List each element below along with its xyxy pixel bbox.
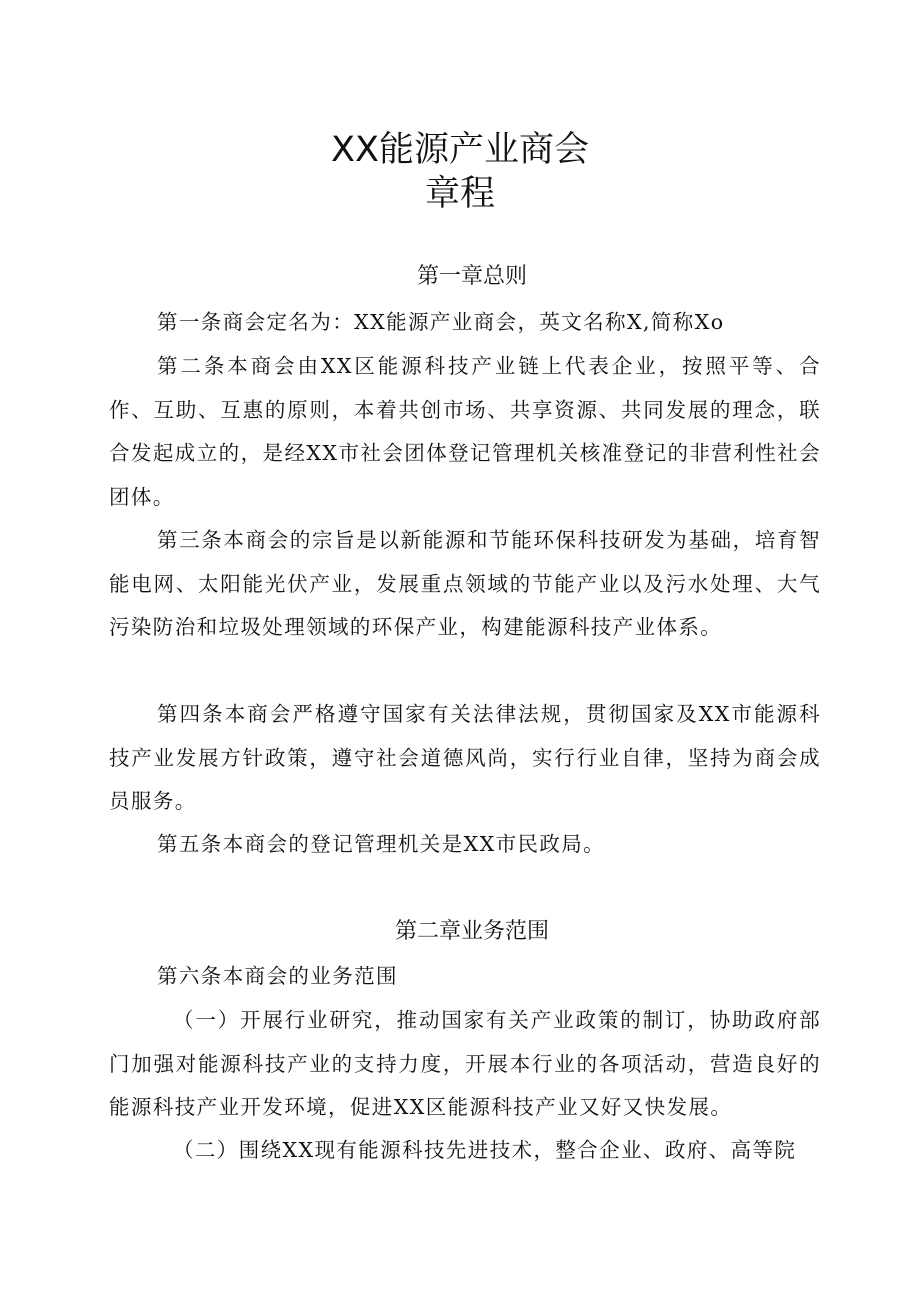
list-item-paragraph: （一）开展行业研究，推动国家有关产业政策的制订，协助政府部门加强对能源科技产业的支持力度，开展本行业的各项活动，营造良好的能源科技产业开发环境，促进XX区能源科技产业又好又快发展。	[109, 1008, 821, 1120]
document-subtitle: 章程	[424, 174, 495, 214]
article-paragraph: 第五条本商会的登记管理机关是XX市民政局。	[157, 832, 606, 856]
chapter-heading: 第一章总则	[416, 264, 527, 289]
chapter-heading: 第二章业务范围	[394, 919, 549, 944]
article-paragraph: 第三条本商会的宗旨是以新能源和节能环保科技研发为基础，培育智能电网、太阳能光伏产业，发展重点领域的节能产业以及污水处理、大气污染防治和垃圾处理领域的环保产业，构建能源科技产业体系。	[109, 528, 821, 640]
article-paragraph: 第一条商会定名为：XX能源产业商会，英文名称X,简称Xo	[157, 310, 725, 334]
article-paragraph: 第六条本商会的业务范围	[157, 964, 398, 988]
article-paragraph: 第四条本商会严格遵守国家有关法律法规，贯彻国家及XX市能源科技产业发展方针政策，遵守社会道德风尚，实行行业自律，坚持为商会成员服务。	[109, 702, 821, 814]
article-paragraph: 第二条本商会由XX区能源科技产业链上代表企业，按照平等、合作、互助、互惠的原则，本着共创市场、共享资源、共同发展的理念，联合发起成立的，是经XX市社会团体登记管理机关核准登记的非营利性社会团体。	[109, 354, 821, 509]
document-title: XX能源产业商会	[331, 130, 589, 170]
list-item-paragraph: （二）围绕XX现有能源科技先进技术，整合企业、政府、高等院	[173, 1138, 797, 1162]
